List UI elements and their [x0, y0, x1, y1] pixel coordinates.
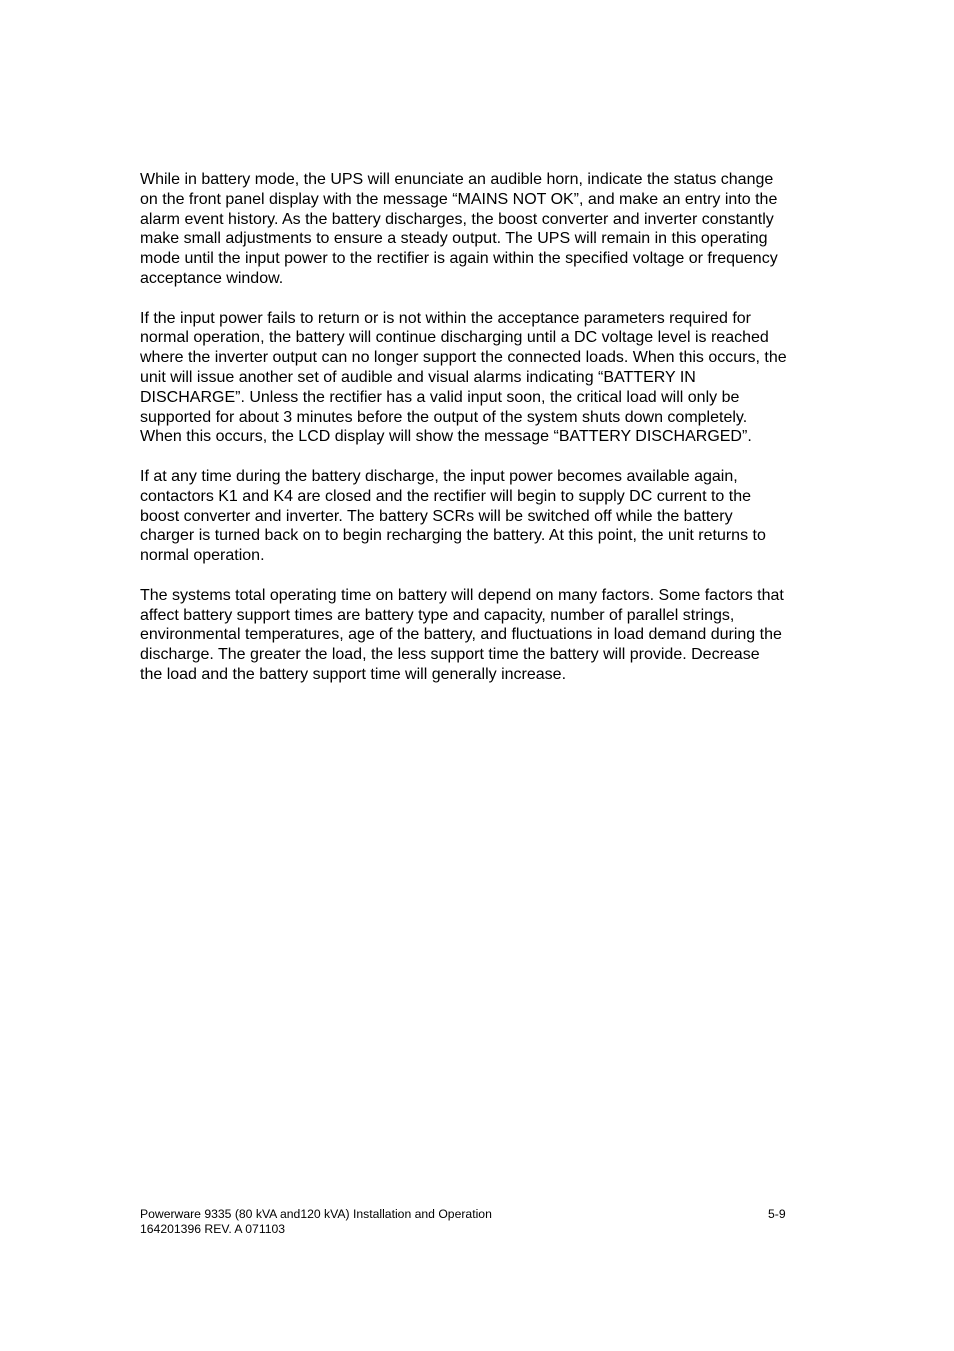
footer-revision: 164201396 REV. A 071103 — [140, 1222, 286, 1236]
footer-title: Powerware 9335 (80 kVA and120 kVA) Installation and Operation — [140, 1207, 492, 1221]
paragraph-operating-time: The systems total operating time on battery will depend on many factors. Some factors that affect battery support times are battery type and capacity, number of parallel strings, environmental temperatures, age of the battery, and fluctuations in load demand during the discharge. The greater the load, the less support time the battery will provide. Decrease the load and the battery support time will generally increase. — [140, 586, 784, 683]
paragraph-input-power-fails: If the input power fails to return or is not within the acceptance parameters required for normal operation, the battery will continue discharging until a DC voltage level is reached where the inverter output can no longer support the connected loads. When this occurs, the unit will issue another set of audible and visual alarms indicating “BATTERY IN DISCHARGE”. Unless the rectifier has a valid input soon, the critical load will only be supported for about 3 minutes before the output of the system shuts down completely. When this occurs, the LCD display will show the message “BATTERY DISCHARGED”. — [140, 309, 787, 446]
page-number: 5-9 — [768, 1207, 786, 1221]
page-footer — [140, 1207, 790, 1237]
paragraph-power-restored: If at any time during the battery discharge, the input power becomes available again, contactors K1 and K4 are closed and the rectifier will begin to supply DC current to the boost converter and inverter. The battery SCRs will be switched off while the battery charger is turned back on to begin recharging the battery. At this point, the unit returns to normal operation. — [140, 467, 766, 565]
body-text — [140, 170, 840, 705]
paragraph-battery-mode: While in battery mode, the UPS will enunciate an audible horn, indicate the status change on the front panel display with the message “MAINS NOT OK”, and make an entry into the alarm event history. As the battery discharges, the boost converter and inverter constantly make small adjustments to ensure a steady output. The UPS will remain in this operating mode until the input power to the rectifier is again within the specified voltage or frequency acceptance window. — [140, 171, 778, 287]
